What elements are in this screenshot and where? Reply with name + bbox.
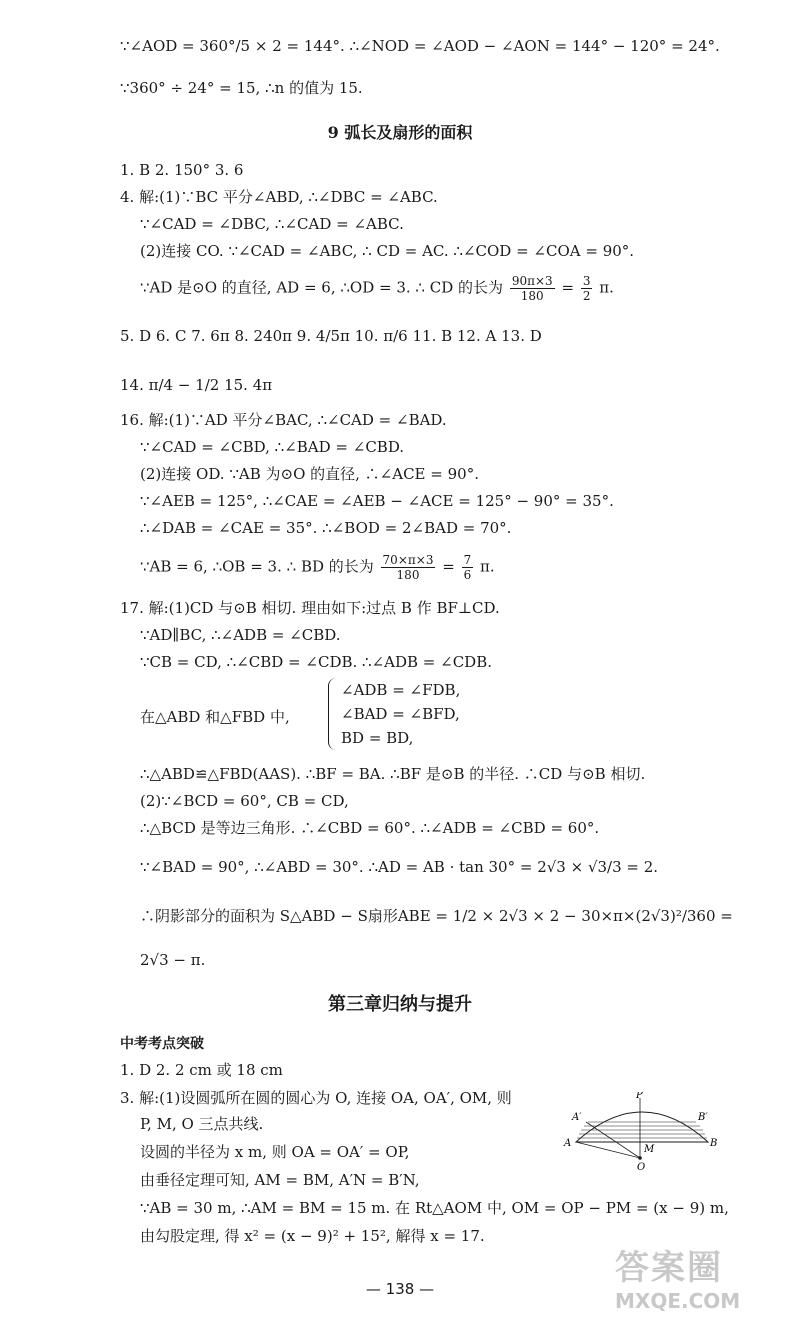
answer-line: 4. 解:(1)∵BC 平分∠ABD, ∴∠DBC = ∠ABC.: [120, 188, 438, 206]
answer-line: ∵∠CAD = ∠DBC, ∴∠CAD = ∠ABC.: [140, 215, 404, 233]
section-title: 9 弧长及扇形的面积: [327, 123, 473, 142]
answer-line: ∵∠CAD = ∠CBD, ∴∠BAD = ∠CBD.: [140, 438, 405, 456]
label-a: A: [564, 1138, 572, 1149]
answer-text: π.: [480, 557, 495, 576]
fraction-denominator: 2: [582, 289, 591, 303]
answer-line: 17. 解:(1)CD 与⊙B 相切. 理由如下:过点 B 作 BF⊥CD.: [120, 599, 500, 617]
hatching: [577, 1122, 707, 1138]
radius-oa-prime: [586, 1122, 640, 1158]
equals-sign: =: [442, 557, 455, 576]
label-o: O: [637, 1162, 646, 1172]
answer-line: [140, 274, 614, 303]
answer-line: 由勾股定理, 得 x² = (x − 9)² + 15², 解得 x = 17.: [140, 1227, 485, 1245]
fraction-numerator: 7: [463, 553, 472, 567]
fraction: [581, 274, 593, 303]
answer-line: (2)∵∠BCD = 60°, CB = CD,: [140, 792, 349, 810]
label-p: P: [636, 1092, 643, 1101]
fraction-numerator: 3: [582, 274, 591, 288]
text-line: ∵∠AOD = 360°/5 × 2 = 144°. ∴∠NOD = ∠AOD − ∠AON = 144° − 120° = 24°.: [120, 37, 720, 55]
answer-line: 2√3 − π.: [140, 951, 206, 969]
fraction-numerator: 90π×3: [511, 274, 553, 288]
equals-sign: =: [561, 278, 575, 297]
label-m: M: [644, 1144, 655, 1155]
arch-outline: [576, 1112, 708, 1142]
answer-line: 设圆的半径为 x m, 则 OA = OA′ = OP,: [140, 1143, 410, 1161]
system-row: ∠ADB = ∠FDB,: [341, 681, 461, 699]
fraction: [510, 274, 555, 303]
answer-line: 5. D 6. C 7. 6π 8. 240π 9. 4/5π 10. π/6 11. B 12. A 13. D: [120, 327, 542, 345]
answer-line: 由垂径定理可知, AM = BM, A′N = B′N,: [140, 1171, 420, 1189]
answer-line: 1. B 2. 150° 3. 6: [120, 161, 244, 179]
answer-line: ∵AB = 30 m, ∴AM = BM = 15 m. 在 Rt△AOM 中, OM = OP − PM = (x − 9) m,: [140, 1199, 729, 1217]
answer-line: ∴△BCD 是等边三角形. ∴∠CBD = 60°. ∴∠ADB = ∠CBD = 60°.: [140, 819, 600, 837]
answer-line: 3. 解:(1)设圆弧所在圆的圆心为 O, 连接 OA, OA′, OM, 则: [120, 1089, 512, 1107]
label-a-prime: A′: [572, 1112, 582, 1123]
answer-line: P, M, O 三点共线.: [140, 1115, 264, 1133]
page-number: — 138 —: [365, 1280, 435, 1298]
arch-diagram: [562, 1092, 722, 1172]
watermark: [615, 1240, 785, 1320]
fraction: [462, 553, 474, 582]
label-b: B: [710, 1138, 718, 1149]
answer-text: ∵AD 是⊙O 的直径, AD = 6, ∴OD = 3. ∴ CD 的长为: [140, 278, 504, 297]
fraction-denominator: 180: [396, 568, 420, 582]
answer-line: 14. π/4 − 1/2 15. 4π: [120, 376, 273, 394]
fraction-denominator: 6: [463, 568, 472, 582]
answer-line: ∴阴影部分的面积为 S△ABD − S扇形ABE = 1/2 × 2√3 × 2 − 30×π×(2√3)²/360 =: [140, 907, 733, 925]
system-row: ∠BAD = ∠BFD,: [341, 705, 460, 723]
center-point: [638, 1156, 642, 1160]
system-row: BD = BD,: [341, 729, 414, 747]
fraction-denominator: 180: [520, 289, 544, 303]
watermark-url: MXQE.COM: [615, 1289, 741, 1313]
answer-line: 1. D 2. 2 cm 或 18 cm: [120, 1061, 283, 1079]
answer-text: ∵AB = 6, ∴OB = 3. ∴ BD 的长为: [140, 557, 374, 576]
radius-oa: [576, 1142, 640, 1158]
chapter-title: 第三章归纳与提升: [328, 994, 472, 1015]
answer-line: ∵∠AEB = 125°, ∴∠CAE = ∠AEB − ∠ACE = 125° − 90° = 35°.: [140, 492, 614, 510]
answer-line: 16. 解:(1)∵AD 平分∠BAC, ∴∠CAD = ∠BAD.: [120, 411, 447, 429]
label-b-prime: B′: [698, 1112, 708, 1123]
watermark-text: 答案圈: [615, 1248, 723, 1288]
answer-line: ∵∠BAD = 90°, ∴∠ABD = 30°. ∴AD = AB · tan 30° = 2√3 × √3/3 = 2.: [140, 858, 659, 876]
answer-text: π.: [599, 278, 614, 297]
answer-line: ∵CB = CD, ∴∠CBD = ∠CDB. ∴∠ADB = ∠CDB.: [140, 653, 492, 671]
answer-line: ∵AD∥BC, ∴∠ADB = ∠CBD.: [140, 626, 341, 644]
subheading: 中考考点突破: [120, 1036, 204, 1052]
answer-line: 在△ABD 和△FBD 中,: [140, 708, 290, 726]
fraction-numerator: 70×π×3: [382, 553, 434, 567]
answer-line: (2)连接 OD. ∵AB 为⊙O 的直径, ∴∠ACE = 90°.: [140, 465, 479, 483]
answer-line: [140, 553, 495, 582]
text-line: ∵360° ÷ 24° = 15, ∴n 的值为 15.: [120, 79, 363, 97]
equation-system: [328, 678, 541, 750]
answer-line: ∴△ABD≌△FBD(AAS). ∴BF = BA. ∴BF 是⊙B 的半径. ∴CD 与⊙B 相切.: [140, 765, 646, 783]
fraction: [381, 553, 436, 582]
answer-line: (2)连接 CO. ∵∠CAD = ∠ABC, ∴ CD = AC. ∴∠COD = ∠COA = 90°.: [140, 242, 635, 260]
answer-line: ∴∠DAB = ∠CAE = 35°. ∴∠BOD = 2∠BAD = 70°.: [140, 519, 512, 537]
